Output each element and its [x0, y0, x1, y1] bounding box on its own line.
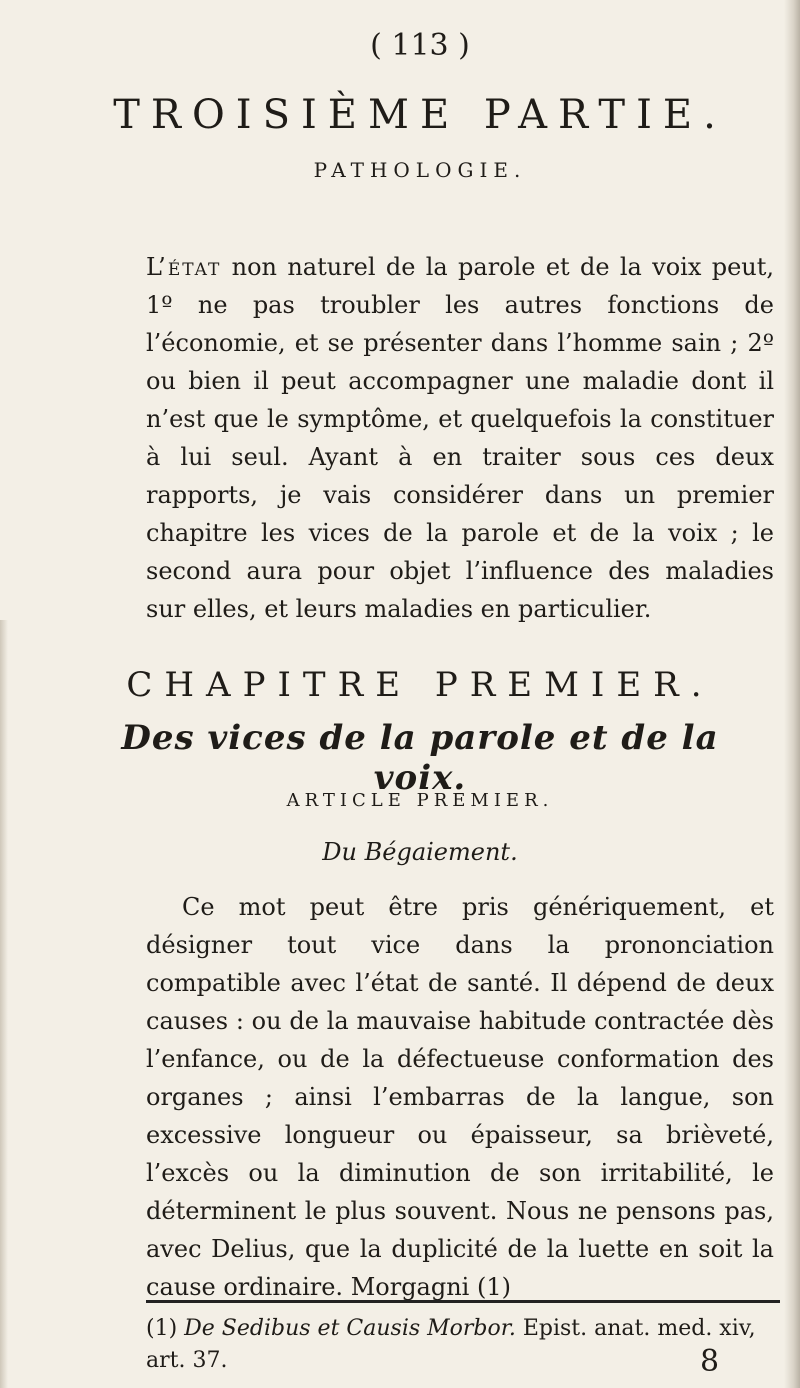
footnote-title: De Sedibus et Causis Morbor.: [184, 1316, 516, 1341]
intro-paragraph: [146, 248, 774, 628]
article-text: Ce mot peut être pris génériquement, et désigner tout vice dans la prononciation compatible avec l’état de santé. Il dépend de deux causes : ou de la mauvaise habitude contractée dès l’enfance, ou de la défectueuse conformation des organes ; ainsi l’embarras de la langue, son excessive longueur ou épaisseur, sa brièveté, l’excès ou la diminution de son irritabilité, le déterminent le plus souvent. Nous ne pensons pas, avec Delius, que la duplicité de la luette en soit la cause ordinaire. Morgagni (1): [146, 893, 774, 1301]
intro-text: non naturel de la parole et de la voix peut, 1º ne pas troubler les autres fonctions de l’économie, et se présenter dans l’homme sain ; 2º ou bien il peut accompagner une maladie dont il n’est que le symptôme, et quelquefois la constituer à lui seul. Ayant à en traiter sous ces deux rapports, je vais considérer dans un premier chapitre les vices de la parole et de la voix ; le second aura pour objet l’influence des maladies sur elles, et leurs maladies en particulier.: [146, 253, 774, 623]
footnote-marker: (1): [146, 1316, 185, 1341]
section-subtitle: PATHOLOGIE.: [313, 158, 527, 182]
signature-mark: 8: [700, 1344, 720, 1379]
footnote-rule: [146, 1300, 780, 1303]
article-subtitle: Du Bégaiement.: [322, 838, 518, 866]
footnote-reference: Epist. anat. med. xiv, art. 37.: [146, 1316, 756, 1373]
page-shadow-right: [784, 0, 800, 1388]
page-number: ( 113 ): [370, 28, 470, 63]
page-shadow-left: [0, 620, 8, 1388]
part-title: TROISIÈME PARTIE.: [113, 92, 727, 138]
article-title: ARTICLE PREMIER.: [286, 790, 554, 811]
article-paragraph: [146, 888, 774, 1306]
chapter-subtitle: Des vices de la parole et de la voix.: [121, 718, 719, 798]
chapter-title: CHAPITRE PREMIER.: [126, 665, 714, 705]
footnote: [146, 1313, 782, 1377]
intro-lead-word: L’état: [146, 253, 222, 281]
